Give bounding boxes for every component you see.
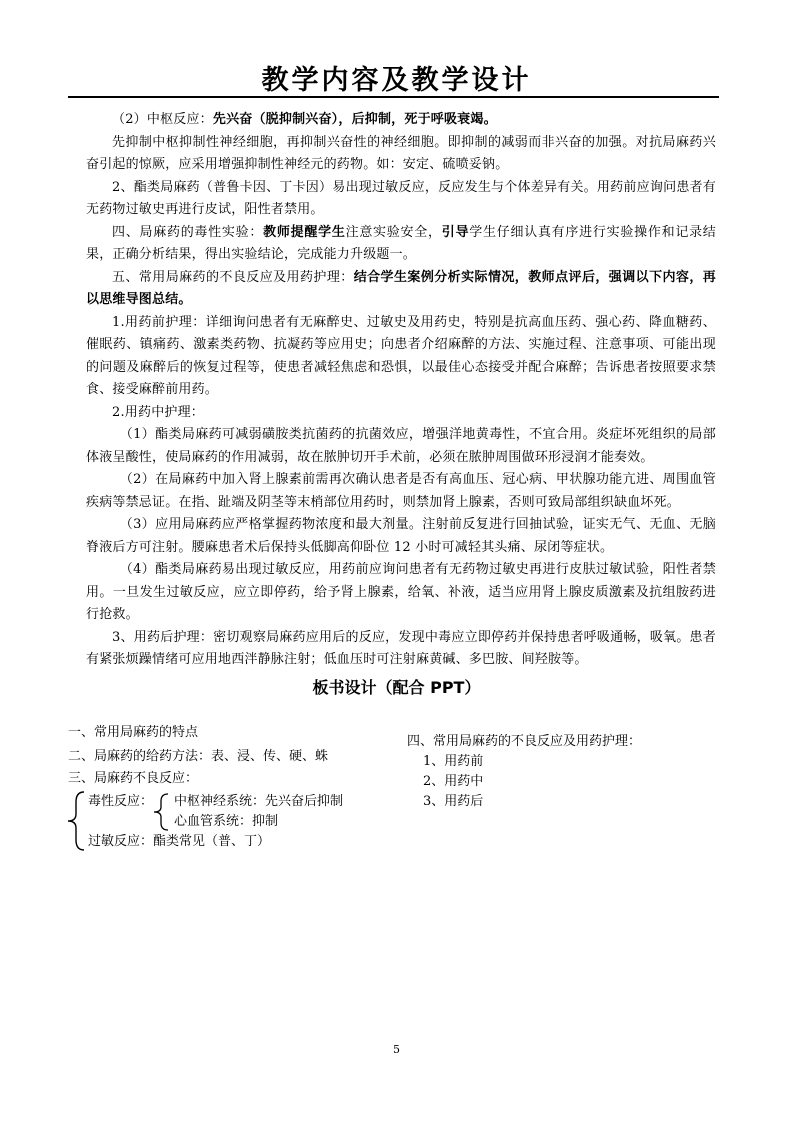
paragraph-toxicity-experiment	[86, 222, 716, 267]
paragraph-cns-reaction	[86, 109, 716, 132]
board-left-item-2: 二、局麻药的给药方法：表、浸、传、硬、蛛	[68, 749, 329, 764]
paragraph-during-4: （4）酯类局麻药易出现过敏反应，用药前应询问患者有无药物过敏史再进行皮肤过敏试验，阳性者禁用。一旦发生过敏反应，应立即停药，给予肾上腺素，给氧、补液，适当应用肾上腺皮质激素及抗组胺药进行抢救。	[86, 562, 716, 622]
paragraph-during-medication-heading: 2.用药中护理：	[112, 404, 205, 420]
bold-text: 先兴奋（脱抑制兴奋），后抑制，死于呼吸衰竭。	[212, 112, 497, 127]
board-right-item-1: 四、常用局麻药的不良反应及用药护理：	[407, 734, 642, 749]
paragraph-ester-allergy: 2、酯类局麻药（普鲁卡因、丁卡因）易出现过敏反应，反应发生与个体差异有关。用药前应询问患者有无药物过敏史再进行皮试，阳性者禁用。	[86, 179, 716, 217]
board-right-item-3: 2、用药中	[423, 774, 484, 789]
paragraph-during-3: （3）应用局麻药应严格掌握药物浓度和最大剂量。注射前反复进行回抽试验，证实无气、无血、无脑脊液后方可注射。腰麻患者术后保持头低脚高仰卧位 12 小时可减轻其头痛、尿闭等症状。	[86, 517, 716, 555]
board-toxicity-label: 毒性反应：	[88, 794, 154, 809]
paragraph-adverse-reactions	[86, 267, 716, 312]
board-allergy-label: 过敏反应：酯类常见（普、丁）	[88, 834, 271, 849]
board-left-item-3: 三、局麻药不良反应：	[68, 771, 199, 786]
teaching-content	[86, 109, 716, 672]
board-right-item-2: 1、用药前	[423, 754, 484, 769]
text: 五、常用局麻药的不良反应及用药护理：	[112, 269, 354, 285]
page-title: 教学内容及教学设计	[261, 65, 532, 96]
board-design-title: 板书设计（配合 PPT）	[312, 678, 481, 697]
outer-brace-icon	[64, 790, 88, 852]
bold-text: 教师提醒学生	[263, 224, 346, 240]
text: 注意实验安全，	[345, 224, 442, 240]
paragraph-post-medication-care: 3、用药后护理：密切观察局麻药应用后的反应，发现中毒应立即停药并保持患者呼吸通畅，吸氧。患者有紧张烦躁情绪可应用地西泮静脉注射；低血压时可注射麻黄碱、多巴胺、间羟胺等。	[86, 629, 716, 667]
board-right-item-4: 3、用药后	[423, 794, 484, 809]
paragraph-mechanism: 先抑制中枢抑制性神经细胞，再抑制兴奋性的神经细胞。即抑制的减弱而非兴奋的加强。对抗局麻药兴奋引起的惊厥，应采用增强抑制性神经元的药物。如：安定、硫喷妥钠。	[86, 134, 716, 172]
board-left-item-1: 一、常用局麻药的特点	[68, 725, 199, 740]
text: 学生仔细认真有序进行实验操作和记录结果，正确分析结果，得出实验结论，完成能力升级题一。	[86, 224, 717, 262]
text: （2）中枢反应：	[112, 112, 213, 127]
bold-text: 结合学生案例分析实际情况，教师点评后，强调以下内容，再以思维导图总结。	[86, 269, 716, 307]
bold-text: 引导	[441, 224, 470, 240]
paragraph-during-2: （2）在局麻药中加入肾上腺素前需再次确认患者是否有高血压、冠心病、甲状腺功能亢进、周围血管疾病等禁忌证。在指、趾端及阴茎等末梢部位用药时，则禁加肾上腺素，否则可致局部组织缺血坏死。	[86, 472, 716, 510]
board-cns-item: 中枢神经系统：先兴奋后抑制	[174, 794, 344, 809]
text: 四、局麻药的毒性实验：	[112, 224, 264, 240]
page-number: 5	[393, 1043, 400, 1056]
paragraph-pre-medication-care: 1.用药前护理：详细询问患者有无麻醉史、过敏史及用药史，特别是抗高血压药、强心药、降血糖药、催眠药、镇痛药、激素类药物、抗凝药等应用史；向患者介绍麻醉的方法、实施过程、注意事项、可能出现的问题及麻醉后的恢复过程等，使患者减轻焦虑和恐惧，以最佳心态接受并配合麻醉；告诉患者按照要求禁食、接受麻醉前用药。	[86, 314, 716, 397]
header-rule	[68, 96, 719, 98]
board-cv-item: 心血管系统：抑制	[174, 814, 279, 829]
paragraph-during-1: （1）酯类局麻药可减弱磺胺类抗菌药的抗菌效应，增强洋地黄毒性，不宜合用。炎症坏死组织的局部体液呈酸性，使局麻药的作用减弱，故在脓肿切开手术前，必须在脓肿周围做环形浸润才能奏效。	[86, 427, 716, 465]
inner-brace-icon	[150, 792, 172, 832]
